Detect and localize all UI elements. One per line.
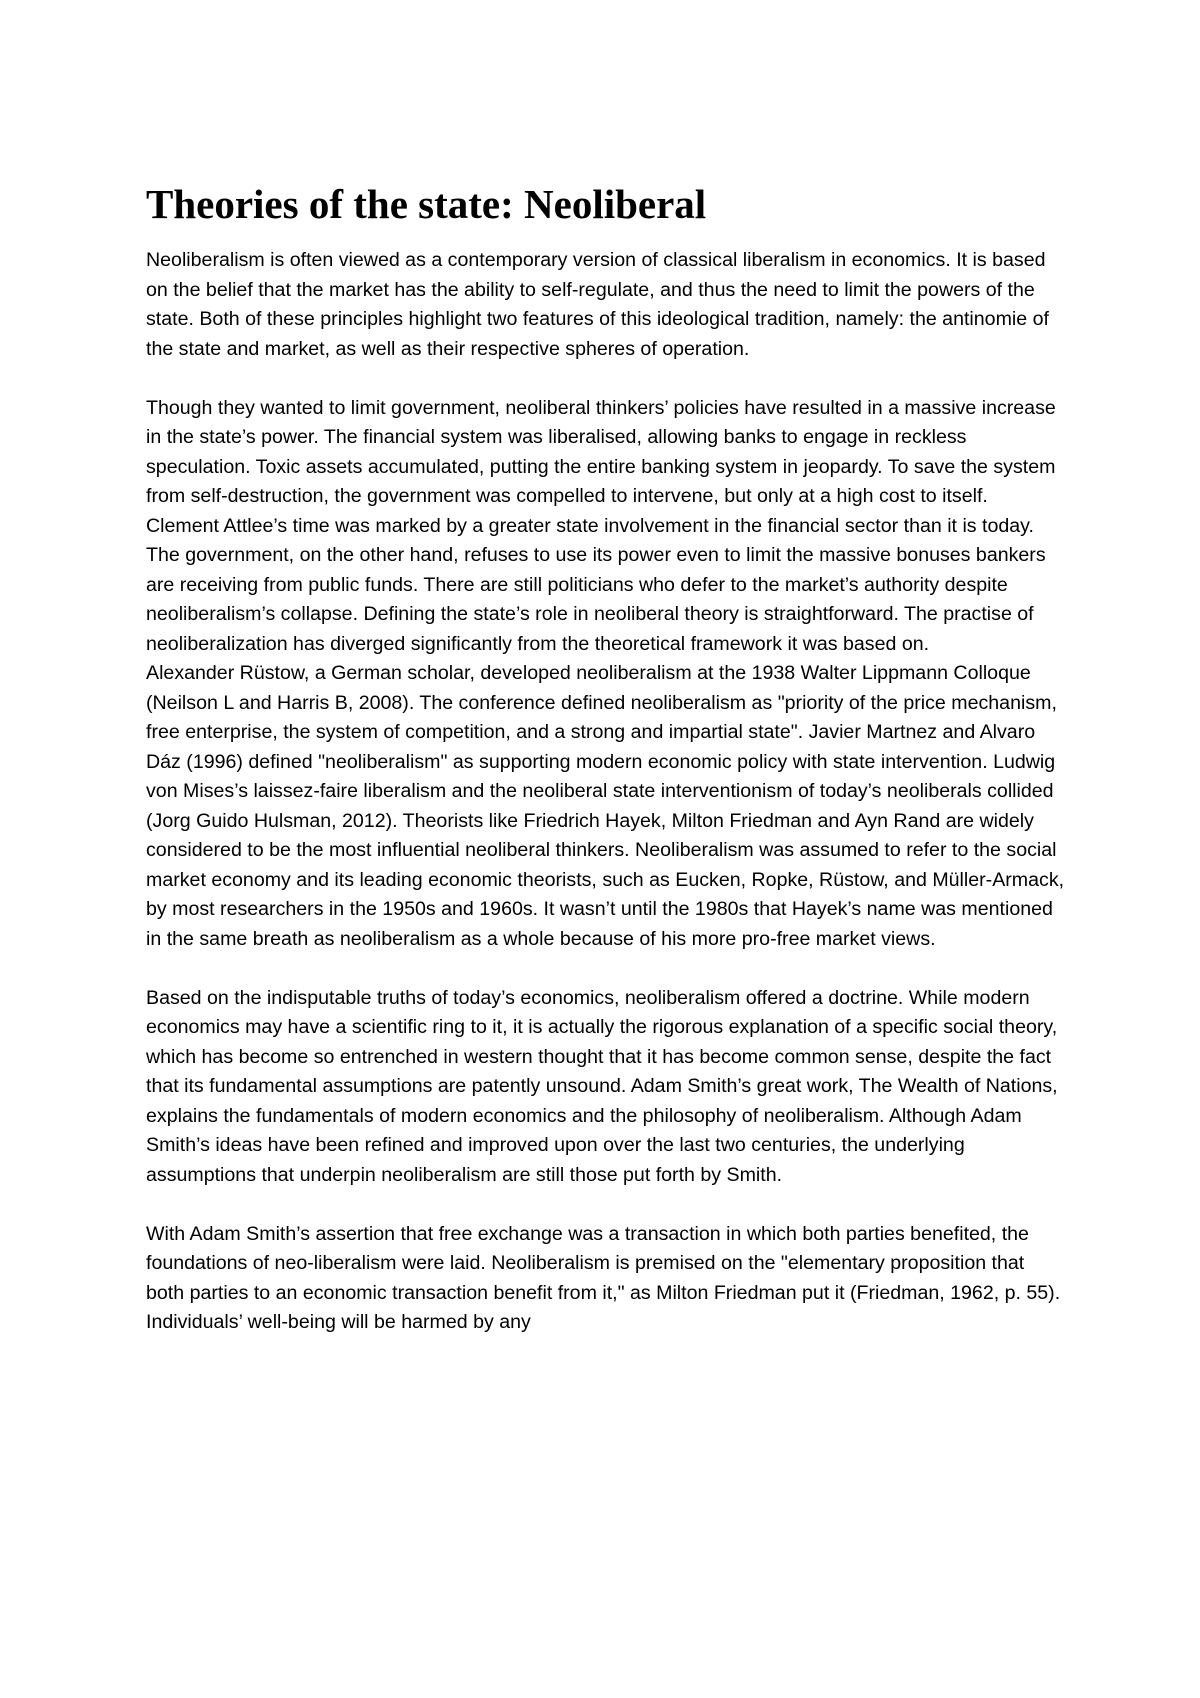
document-body xyxy=(146,176,1066,1338)
paragraph-state-power: Though they wanted to limit government, neoliberal thinkers’ policies have resulted in a massive increase in the state’s power. The financial system was liberalised, allowing banks to engage in reckless speculation. Toxic assets accumulated, putting the entire banking system in jeopardy. To save the system from self-destruction, the government was compelled to intervene, but only at a high cost to itself. Clement Attlee’s time was marked by a greater state involvement in the financial sector than it is today. The government, on the other hand, refuses to use its power even to limit the massive bonuses bankers are receiving from public funds. There are still politicians who defer to the market’s authority despite neoliberalism’s collapse. Defining the state’s role in neoliberal theory is straightforward. The practise of neoliberalization has diverged significantly from the theoretical framework it was based on. xyxy=(146,396,1056,655)
paragraph-rustow-history: Alexander Rüstow, a German scholar, developed neoliberalism at the 1938 Walter Lippmann Colloque (Neilson L and Harris B, 2008). The conference defined neoliberalism as "priority of the price mechanism, free enterprise, the system of competition, and a strong and impartial state". Javier Martnez and Alvaro Dáz (1996) defined "neoliberalism" as supporting modern economic policy with state intervention. Ludwig von Mises’s laissez-faire liberalism and the neoliberal state interventionism of today’s neoliberals collided (Jorg Guido Hulsman, 2012). Theorists like Friedrich Hayek, Milton Friedman and Ayn Rand are widely considered to be the most influential neoliberal thinkers. Neoliberalism was assumed to refer to the social market economy and its leading economic theorists, such as Eucken, Ropke, Rüstow, and Müller-Armack, by most researchers in the 1950s and 1960s. It wasn’t until the 1980s that Hayek’s name was mentioned in the same breath as neoliberalism as a whole because of his more pro-free market views. xyxy=(146,662,1065,950)
document-title: Theories of the state: Neoliberal xyxy=(146,181,707,227)
paragraph-adam-smith: With Adam Smith’s assertion that free exchange was a transaction in which both parties benefited, the foundations of neo-liberalism were laid. Neoliberalism is premised on the "elementary proposition that both parties to an economic transaction benefit from it," as Milton Friedman put it (Friedman, 1962, p. 55). Individuals’ well-being will be harmed by any xyxy=(146,1222,1061,1333)
paragraph-modern-economics: Based on the indisputable truths of today’s economics, neoliberalism offered a doctrine. While modern economics may have a scientific ring to it, it is actually the rigorous explanation of a specific social theory, which has become so entrenched in western thought that it has become common sense, despite the fact that its fundamental assumptions are patently unsound. Adam Smith’s great work, The Wealth of Nations, explains the fundamentals of modern economics and the philosophy of neoliberalism. Although Adam Smith’s ideas have been refined and improved upon over the last two centuries, the underlying assumptions that underpin neoliberalism are still those put forth by Smith. xyxy=(146,986,1058,1186)
paragraph-neoliberalism-definition: Neoliberalism is often viewed as a contemporary version of classical liberalism in economics. It is based on the belief that the market has the ability to self-regulate, and thus the need to limit the powers of the state. Both of these principles highlight two features of this ideological tradition, namely: the antinomie of the state and market, as well as their respective spheres of operation. xyxy=(146,249,1049,360)
